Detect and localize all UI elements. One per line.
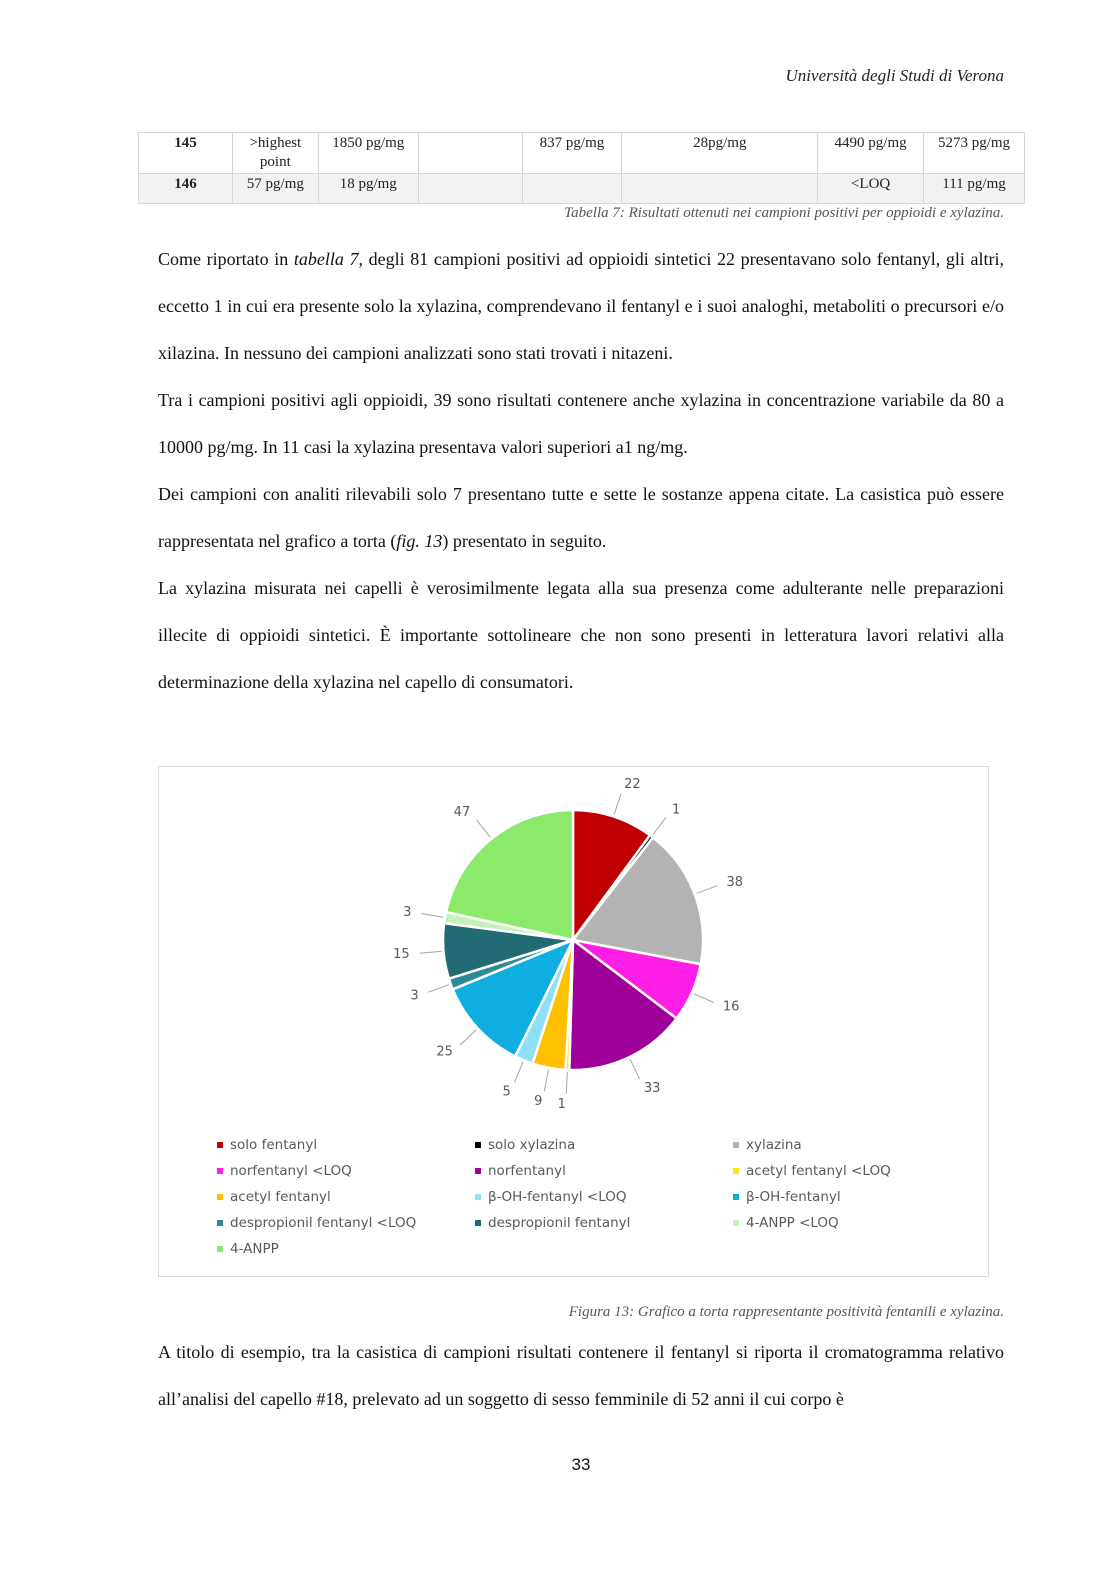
text-run: Come riportato in [158, 249, 294, 269]
body-text-upper [158, 236, 1004, 706]
table-cell: 145 [139, 133, 233, 174]
data-label: 47 [453, 805, 471, 821]
legend-item [475, 1161, 733, 1181]
table-row [139, 133, 1025, 174]
table-cell: 146 [139, 174, 233, 204]
data-label: 33 [643, 1080, 661, 1096]
data-label-leader [614, 794, 621, 815]
legend-item [475, 1213, 733, 1233]
legend-swatch [475, 1220, 481, 1226]
table-cell: 57 pg/mg [232, 174, 318, 204]
legend-swatch [217, 1246, 223, 1252]
chart-legend [217, 1135, 977, 1259]
legend-label: 4-ANPP <LOQ [746, 1215, 839, 1231]
legend-swatch [733, 1194, 739, 1200]
table-cell: 837 pg/mg [522, 133, 622, 174]
pie-chart [159, 767, 988, 1127]
pie-chart-figure [158, 766, 989, 1277]
legend-item [217, 1135, 475, 1155]
legend-item [733, 1161, 977, 1181]
data-label-leader [544, 1070, 548, 1092]
legend-swatch [475, 1168, 481, 1174]
legend-label: 4-ANPP [230, 1241, 279, 1257]
legend-swatch [217, 1168, 223, 1174]
legend-label: norfentanyl <LOQ [230, 1163, 352, 1179]
data-label-leader [630, 1059, 640, 1079]
legend-item [733, 1187, 977, 1207]
page-number: 33 [571, 1455, 591, 1474]
results-table [138, 132, 1025, 204]
legend-label: norfentanyl [488, 1163, 566, 1179]
legend-item [217, 1213, 475, 1233]
data-label-leader [653, 817, 666, 835]
data-label: 3 [403, 904, 412, 920]
legend-item [475, 1135, 733, 1155]
legend-item [217, 1161, 475, 1181]
table-cell: 111 pg/mg [924, 174, 1025, 204]
data-label-leader [476, 820, 490, 837]
data-label: 16 [722, 999, 740, 1015]
data-label-leader [694, 994, 714, 1003]
legend-item [733, 1213, 977, 1233]
legend-label: solo fentanyl [230, 1137, 318, 1153]
paragraph [158, 471, 1004, 565]
legend-label: xylazina [746, 1137, 802, 1153]
table-cell [418, 133, 522, 174]
legend-swatch [733, 1220, 739, 1226]
table-cell [522, 174, 622, 204]
table-cell: >highest point [232, 133, 318, 174]
table-cell: 28pg/mg [622, 133, 818, 174]
data-label: 9 [534, 1094, 543, 1110]
data-label-leader [420, 951, 442, 953]
paragraph: La xylazina misurata nei capelli è verosimilmente legata alla sua presenza come adulterante nelle preparazioni illecite di oppioidi sintetici. È importante sottolineare che non sono presenti in letteratura lavori relativi alla determinazione della xylazina nel capello di consumatori. [158, 578, 1004, 692]
figure-reference: fig. 13 [396, 531, 443, 551]
data-label: 22 [624, 777, 641, 793]
legend-swatch [217, 1220, 223, 1226]
data-label-leader [460, 1030, 476, 1045]
legend-swatch [475, 1142, 481, 1148]
paragraph: A titolo di esempio, tra la casistica di campioni risultati contenere il fentanyl si riporta il cromatogramma relativo all’analisi del capello #18, prelevato ad un soggetto di sesso femminile di 52 anni il cui corpo è [158, 1342, 1004, 1409]
data-label-leader [697, 886, 718, 894]
legend-label: acetyl fentanyl <LOQ [746, 1163, 891, 1179]
legend-swatch [217, 1142, 223, 1148]
data-label: 1 [557, 1096, 566, 1112]
table-reference: tabella 7 [293, 249, 359, 269]
data-label: 1 [672, 802, 681, 818]
text-run: Dei campioni con analiti rilevabili solo 7 presentano tutte e sette le sostanze appena citate. La casistica può essere rappresentata nel grafico a torta ( [158, 484, 1004, 551]
figure-caption: Figura 13: Grafico a torta rappresentante positività fentanili e xylazina. [568, 1304, 1004, 1320]
data-label-leader [515, 1062, 523, 1082]
table-cell: 1850 pg/mg [318, 133, 418, 174]
data-label: 25 [436, 1044, 453, 1060]
legend-label: despropionil fentanyl [488, 1215, 631, 1231]
legend-swatch [217, 1194, 223, 1200]
legend-item [217, 1239, 475, 1259]
running-header: Università degli Studi di Verona [785, 66, 1004, 85]
data-label-leader [428, 985, 449, 992]
body-text-lower [158, 1329, 1004, 1423]
legend-swatch [475, 1194, 481, 1200]
data-label-leader [421, 914, 443, 918]
data-label: 5 [502, 1084, 511, 1100]
legend-item [475, 1187, 733, 1207]
legend-label: acetyl fentanyl [230, 1189, 331, 1205]
text-run: ) presentato in seguito. [442, 531, 607, 551]
table-cell: 5273 pg/mg [924, 133, 1025, 174]
legend-swatch [733, 1142, 739, 1148]
legend-item [733, 1135, 977, 1155]
legend-label: β-OH-fentanyl [746, 1189, 841, 1205]
data-label: 3 [410, 988, 419, 1004]
table-cell: 18 pg/mg [318, 174, 418, 204]
text-run: , degli 81 campioni positivi ad oppioidi sintetici 22 presentavano solo fentanyl, gli altri, eccetto 1 in cui era presente solo la xylazina, comprendevano il fentanyl e i suoi analoghi, metaboliti o precursori e/o xilazina. In nessuno dei campioni analizzati sono stati trovati i nitazeni. [158, 249, 1004, 363]
table-row [139, 174, 1025, 204]
legend-item [217, 1187, 475, 1207]
paragraph [158, 236, 1004, 377]
legend-swatch [733, 1168, 739, 1174]
table-cell [622, 174, 818, 204]
legend-label: solo xylazina [488, 1137, 576, 1153]
table-cell: <LOQ [818, 174, 924, 204]
legend-label: β-OH-fentanyl <LOQ [488, 1189, 627, 1205]
data-label-leader [566, 1072, 567, 1094]
legend-label: despropionil fentanyl <LOQ [230, 1215, 417, 1231]
data-label: 15 [393, 947, 410, 963]
table-caption: Tabella 7: Risultati ottenuti nei campioni positivi per oppioidi e xylazina. [564, 205, 1004, 221]
paragraph: Tra i campioni positivi agli oppioidi, 39 sono risultati contenere anche xylazina in concentrazione variabile da 80 a 10000 pg/mg. In 11 casi la xylazina presentava valori superiori a1 ng/mg. [158, 390, 1004, 457]
table-cell [418, 174, 522, 204]
table-cell: 4490 pg/mg [818, 133, 924, 174]
data-label: 38 [726, 875, 744, 891]
